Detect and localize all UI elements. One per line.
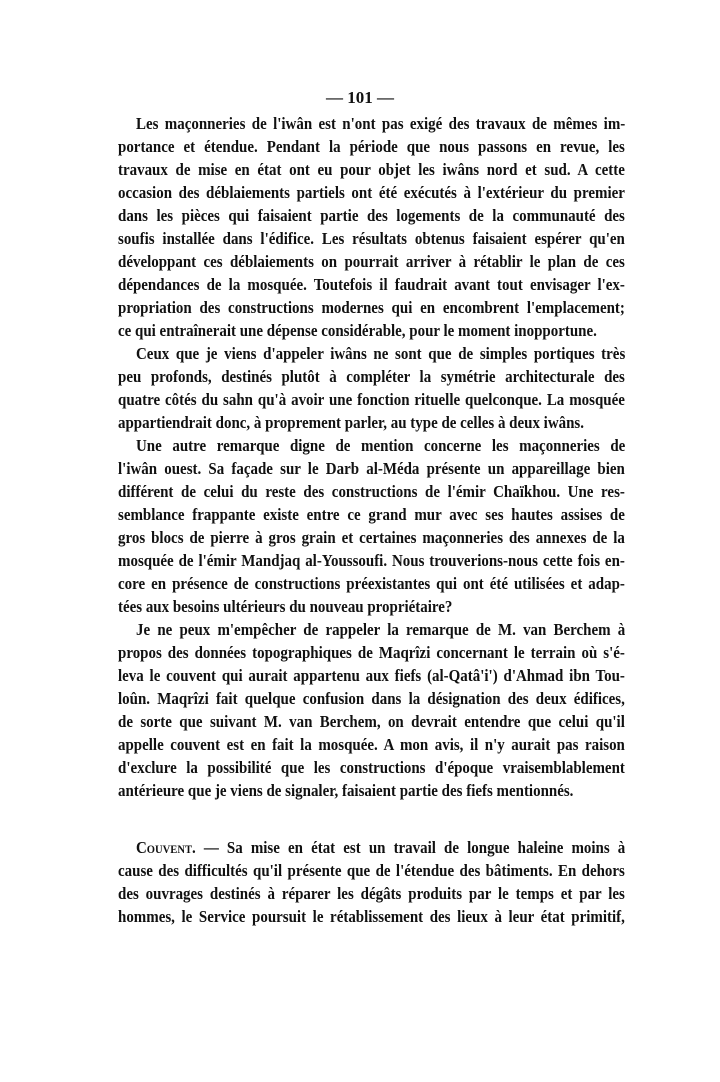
text-line: hommes, le Service poursuit le rétablissement des lieux à leur état primitif, bbox=[118, 907, 625, 926]
text-line: dans les pièces qui faisaient partie des logements de la communauté des bbox=[118, 206, 625, 225]
text-line: appelle couvent est en fait la mosquée. A mon avis, il n'y aurait pas raison bbox=[118, 735, 625, 754]
text-line: peu profonds, destinés plutôt à compléter la symétrie architecturale des bbox=[118, 367, 625, 386]
text-line: quatre côtés du sahn qu'à avoir une fonction rituelle quelconque. La mosquée bbox=[118, 390, 625, 409]
paragraph bbox=[118, 342, 625, 434]
text-line: portance et étendue. Pendant la période que nous passons en revue, les bbox=[118, 137, 625, 156]
text-line: d'exclure la possibilité que les constructions d'époque vraisemblablement bbox=[118, 758, 625, 777]
text-line: cause des difficultés qu'il présente que de l'étendue des bâtiments. En dehors bbox=[118, 861, 625, 880]
text-line: appartiendrait donc, à proprement parler, au type de celles à deux iwâns. bbox=[118, 413, 584, 432]
text-line: de sorte que suivant M. van Berchem, on devrait entendre que celui qu'il bbox=[118, 712, 625, 731]
text-line: leva le couvent qui aurait appartenu aux fiefs (al-Qatâ'i') d'Ahmad ibn Tou- bbox=[118, 666, 625, 685]
text-line: gros blocs de pierre à gros grain et certaines maçonneries des annexes de la bbox=[118, 528, 625, 547]
paragraph bbox=[118, 112, 625, 342]
text-line: loûn. Maqrîzi fait quelque confusion dans la désignation des deux édifices, bbox=[118, 689, 625, 708]
text-line: ce qui entraînerait une dépense considérable, pour le moment inopportune. bbox=[118, 321, 597, 340]
text-line: propriation des constructions modernes qui en encombrent l'emplacement; bbox=[118, 298, 625, 317]
text-line: antérieure que je viens de signaler, faisaient partie des fiefs mentionnés. bbox=[118, 781, 574, 800]
text-line: Ceux que je viens d'appeler iwâns ne sont que de simples portiques très bbox=[136, 344, 626, 363]
text-line: dépendances de la mosquée. Toutefois il faudrait avant tout envisager l'ex- bbox=[118, 275, 625, 294]
text-line: core en présence de constructions préexistantes qui ont été utilisées et adap- bbox=[118, 574, 625, 593]
text-line: Les maçonneries de l'iwân est n'ont pas exigé des travaux de mêmes im- bbox=[136, 114, 626, 133]
section-heading: Couvent. bbox=[136, 838, 196, 857]
text-line: des ouvrages destinés à réparer les dégâts produits par le temps et par les bbox=[118, 884, 625, 903]
text-line: soufis installée dans l'édifice. Les résultats obtenus faisaient espérer qu'en bbox=[118, 229, 625, 248]
text-line: développant ces déblaiements on pourrait arriver à rétablir le plan de ces bbox=[118, 252, 625, 271]
text-line: occasion des déblaiements partiels ont été exécutés à l'extérieur du premier bbox=[118, 183, 625, 202]
body-text bbox=[118, 112, 625, 928]
text-line: semblance frappante existe entre ce grand mur avec ses hautes assises de bbox=[118, 505, 625, 524]
page-number: — 101 — bbox=[326, 88, 394, 107]
text-line: propos des données topographiques de Maqrîzi concernant le terrain où s'é- bbox=[118, 643, 625, 662]
line-text: — Sa mise en état est un travail de longue haleine moins à bbox=[195, 838, 626, 857]
text-line: tées aux besoins ultérieurs du nouveau propriétaire? bbox=[118, 597, 453, 616]
text-line bbox=[136, 836, 625, 859]
text-line: différent de celui du reste des constructions de l'émir Chaïkhou. Une res- bbox=[118, 482, 625, 501]
paragraph bbox=[118, 618, 625, 802]
text-line: travaux de mise en état ont eu pour objet les iwâns nord et sud. A cette bbox=[118, 160, 625, 179]
text-line: Une autre remarque digne de mention concerne les maçonneries de bbox=[136, 436, 626, 455]
section-paragraph bbox=[118, 836, 625, 928]
text-line: Je ne peux m'empêcher de rappeler la remarque de M. van Berchem à bbox=[136, 620, 626, 639]
paragraph bbox=[118, 434, 625, 618]
text-line: l'iwân ouest. Sa façade sur le Darb al-Méda présente un appareillage bien bbox=[118, 459, 625, 478]
text-line: mosquée de l'émir Mandjaq al-Youssoufi. Nous trouverions-nous cette fois en- bbox=[118, 551, 625, 570]
